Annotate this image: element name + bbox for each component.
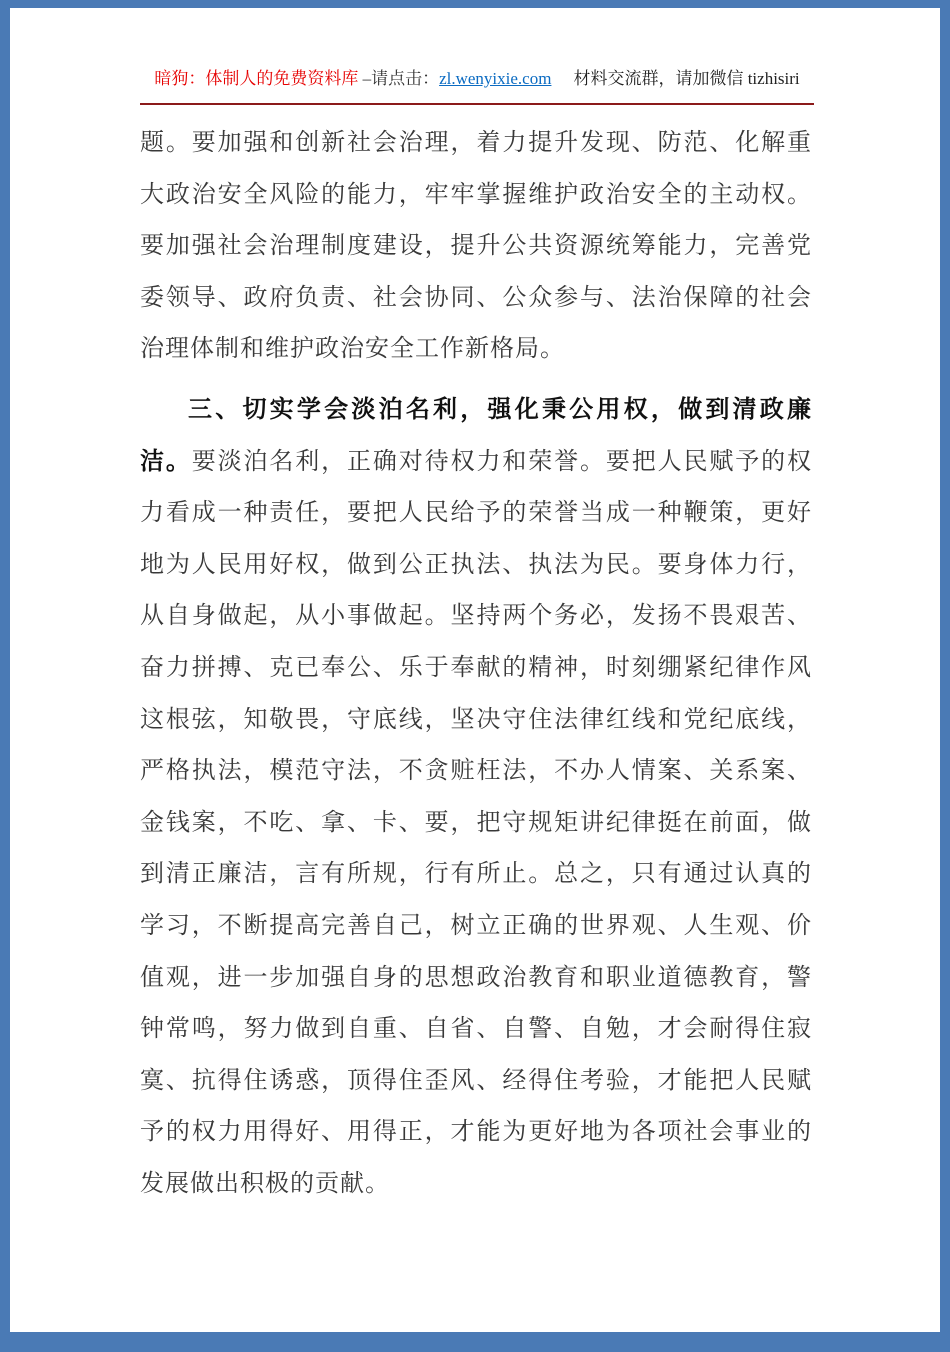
page-header [140, 8, 814, 105]
header-click-prompt: –请点击： [358, 69, 440, 88]
paragraph-integrity-body: 要淡泊名利，正确对待权力和荣誉。要把人民赋予的权力看成一种责任，要把人民给予的荣誉当成一种鞭策，更好地为人民用好权，做到公正执法、执法为民。要身体力行，从自身做起，从小事做起。坚持两个务必，发扬不畏艰苦、奋力拼搏、克已奉公、乐于奉献的精神，时刻绷紧纪律作风这根弦，知敬畏，守底线，坚决守住法律红线和党纪底线，严格执法，模范守法，不贪赃枉法，不办人情案、关系案、金钱案，不吃、拿、卡、要，把守规矩讲纪律挺在前面，做到清正廉洁，言有所规，行有所止。总之，只有通过认真的学习，不断提高完善自己，树立正确的世界观、人生观、价值观，进一步加强自身的思想政治教育和职业道德教育，警钟常鸣，努力做到自重、自省、自警、自勉，才会耐得住寂寞、抗得住诱惑，顶得住歪风、经得住考验，才能把人民赋予的权力用得好、用得正，才能为更好地为各项社会事业的发展做出积极的贡献。 [140, 448, 813, 1197]
header-contact-text: 材料交流群，请加微信 tizhisiri [573, 69, 800, 88]
paragraph-integrity-heading: 三、切实学会淡泊名利，强化秉公用权，做到清政廉洁。 [140, 396, 812, 475]
document-content [140, 105, 812, 1210]
header-website-link[interactable]: zl.wenyixie.com [439, 69, 552, 88]
paragraph-social-governance: 题。要加强和创新社会治理，着力提升发现、防范、化解重大政治安全风险的能力，牢牢掌握维护政治安全的主动权。要加强社会治理制度建设，提升公共资源统筹能力，完善党委领导、政府负责、社会协同、公众参与、法治保障的社会治理体制和维护政治安全工作新格局。 [140, 130, 812, 363]
paragraph-integrity [140, 385, 812, 1211]
header-brand-text: 暗狗：体制人的免费资料库 [154, 69, 359, 88]
document-page [10, 8, 940, 1332]
